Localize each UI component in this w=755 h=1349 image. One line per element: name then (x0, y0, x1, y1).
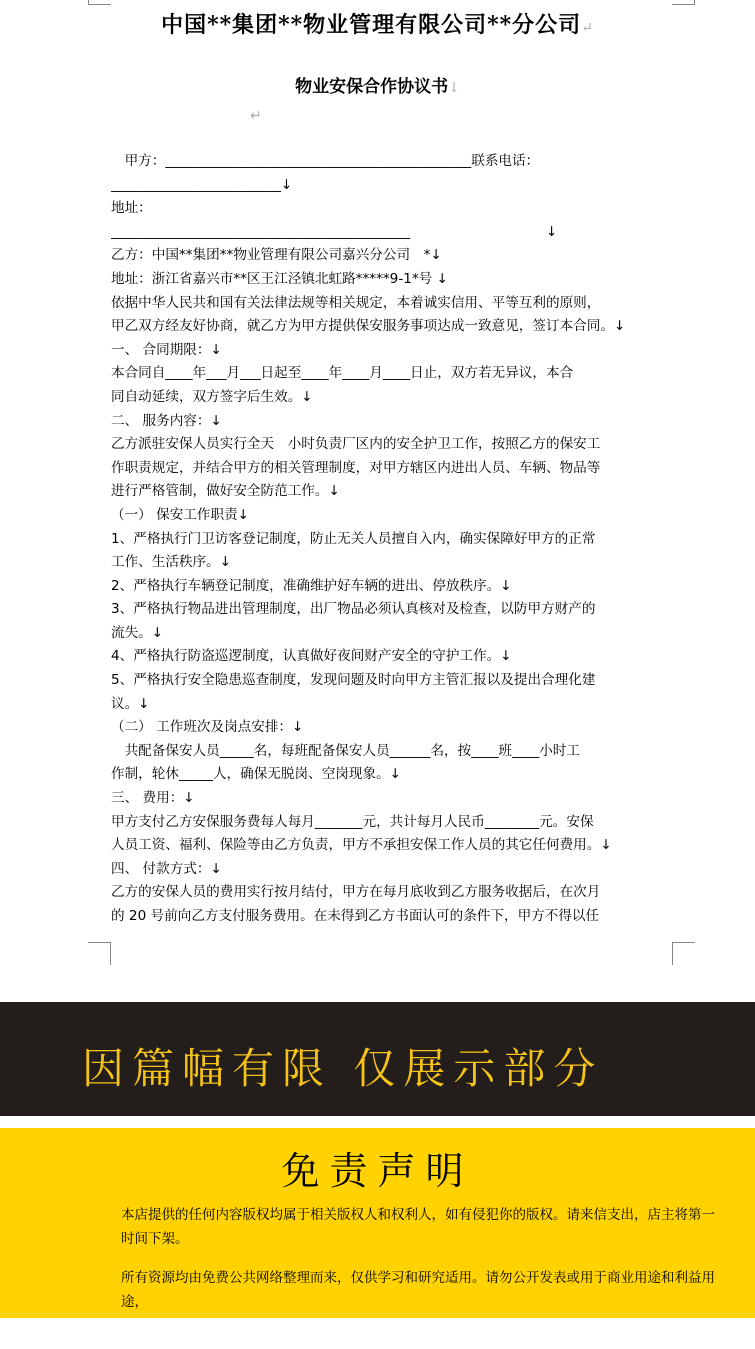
document-line: 甲方支付乙方安保服务费每人每月_______元，共计每月人民币________元。安保 (111, 813, 594, 830)
document-line: 流失。↓ (111, 624, 164, 641)
document-line: 乙方的安保人员的费用实行按月结付，甲方在每月底收到乙方服务收据后，在次月 (111, 884, 601, 901)
document-line: 地址： (111, 200, 152, 217)
document-line: 3、严格执行物品进出管理制度，出厂物品必须认真核对及检查，以防甲方财产的 (111, 601, 596, 618)
document-line: 工作、生活秩序。↓ (111, 554, 232, 571)
document-line: 四、 付款方式：↓ (111, 860, 222, 877)
page-corner-mark (672, 942, 695, 965)
document-line: 4、严格执行防盗巡逻制度，认真做好夜间财产安全的守护工作。↓ (111, 648, 512, 665)
document-line: 一、 合同期限：↓ (111, 341, 222, 358)
document-line: 地址：浙江省嘉兴市**区王江泾镇北虹路*****9-1*号 ↓ (111, 270, 448, 287)
page-corner-mark (88, 942, 111, 965)
document-line: 乙方：中国**集团**物业管理有限公司嘉兴分公司 *↓ (111, 247, 442, 264)
document-line: （二） 工作班次及岗点安排：↓ (111, 719, 304, 736)
document-line: 2、严格执行车辆登记制度，准确维护好车辆的进出、停放秩序。↓ (111, 577, 512, 594)
document-line: 议。↓ (111, 695, 150, 712)
document-body (111, 150, 671, 929)
document-line: 作制，轮休_____人，确保无脱岗、空岗现象。↓ (111, 766, 402, 783)
document-title: 中国**集团**物业管理有限公司**分公司↵ (161, 12, 594, 38)
document-line: （一） 保安工作职责↓ (111, 506, 250, 523)
document-line: 本合同自____年___月___日起至____年____月____日止，双方若无异议，本合 (111, 365, 574, 382)
document-line: 同自动延续，双方签字后生效。↓ (111, 388, 313, 405)
document-line: 二、 服务内容：↓ (111, 412, 222, 429)
document-line: ____________________________________________ ↓ (111, 223, 558, 240)
disclaimer-title: 免责声明 (281, 1149, 474, 1193)
document-line: 1、严格执行门卫访客登记制度，防止无关人员擅自入内，确实保障好甲方的正常 (111, 530, 596, 547)
paragraph-mark: ↵ (250, 108, 262, 124)
document-line: 乙方派驻安保人员实行全天 小时负责厂区内的安全护卫工作，按照乙方的保安工 (111, 436, 601, 453)
document-line: 共配备保安人员_____名，每班配备保安人员______名，按____班____小时工 (111, 742, 580, 759)
document-subtitle: 物业安保合作协议书↓ (295, 77, 460, 97)
disclaimer-paragraph: 所有资源均由免费公共网络整理而来，仅供学习和研究适用。请勿公开发表或用于商业用途和利益用途， (121, 1270, 715, 1310)
page-corner-mark (672, 0, 695, 5)
document-line: 甲方：_____________________________________________联系电话： (111, 153, 540, 169)
banner-text: 因篇幅有限 仅展示部分 (82, 1044, 604, 1093)
document-line: 三、 费用：↓ (111, 790, 195, 807)
disclaimer-paragraph: 本店提供的任何内容版权均属于相关版权人和权利人，如有侵犯你的版权。请来信支出，店主将第一时间下架。 (121, 1207, 715, 1247)
document-line: 进行严格管制，做好安全防范工作。↓ (111, 483, 340, 500)
document-line: 人员工资、福利、保险等由乙方负责，甲方不承担安保工作人员的其它任何费用。↓ (111, 837, 612, 854)
document-line: 的 20 号前向乙方支付服务费用。在未得到乙方书面认可的条件下，甲方不得以任 (111, 908, 600, 924)
document-line: _________________________↓ (111, 176, 293, 193)
page-corner-mark (88, 0, 111, 5)
document-line: 5、严格执行安全隐患巡查制度，发现问题及时向甲方主管汇报以及提出合理化建 (111, 672, 596, 689)
document-line: 甲乙双方经友好协商，就乙方为甲方提供保安服务事项达成一致意见，签订本合同。↓ (111, 318, 626, 335)
document-line: 依据中华人民共和国有关法律法规等相关规定，本着诚实信用、平等互利的原则， (111, 294, 601, 311)
document-line: 作职责规定，并结合甲方的相关管理制度，对甲方辖区内进出人员、车辆、物品等 (111, 459, 601, 476)
